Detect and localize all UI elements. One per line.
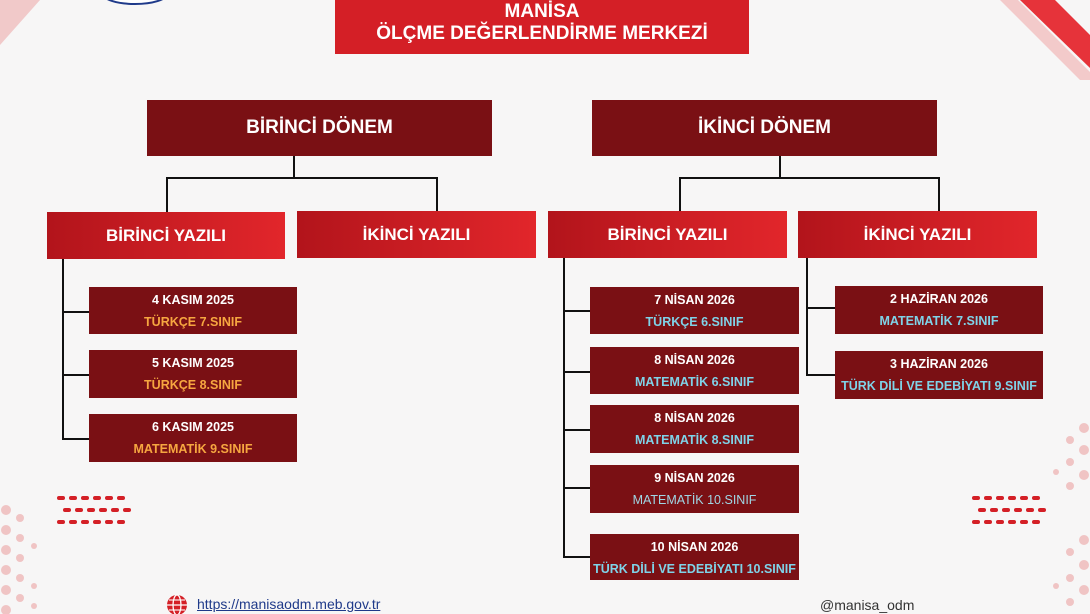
exam-date: 9 NİSAN 2026 xyxy=(654,471,735,485)
dot-pattern-left xyxy=(55,494,135,528)
exam-date: 4 KASIM 2025 xyxy=(152,293,234,307)
globe-icon xyxy=(165,593,189,614)
exam-box-p1-second xyxy=(297,211,536,258)
exam-date: 6 KASIM 2025 xyxy=(152,420,234,434)
exam-card xyxy=(590,347,799,394)
exam-subject: TÜRKÇE 6.SINIF xyxy=(645,315,744,329)
social-handle: @manisa_odm xyxy=(820,597,915,613)
period-box-first xyxy=(147,100,492,156)
exam-date: 8 NİSAN 2026 xyxy=(654,411,735,425)
title-line-1: MANİSA xyxy=(504,1,580,22)
exam-card xyxy=(89,350,297,398)
exam-card xyxy=(89,414,297,462)
period-box-second xyxy=(592,100,937,156)
exam-label: BİRİNCİ YAZILI xyxy=(607,224,728,244)
title-line-2: ÖLÇME DEĞERLENDİRME MERKEZİ xyxy=(376,23,708,44)
exam-subject: TÜRKÇE 8.SINIF xyxy=(144,378,242,392)
exam-subject: TÜRK DİLİ VE EDEBİYATI 9.SINIF xyxy=(841,379,1037,393)
halftone-right xyxy=(1030,420,1090,614)
corner-decoration-left xyxy=(0,0,60,60)
exam-subject: TÜRK DİLİ VE EDEBİYATI 10.SINIF xyxy=(593,562,796,576)
page-title xyxy=(335,0,749,54)
period-label: BİRİNCİ DÖNEM xyxy=(246,117,393,138)
exam-subject: MATEMATİK 8.SINIF xyxy=(635,433,754,447)
exam-card xyxy=(835,351,1043,399)
halftone-left xyxy=(0,500,60,614)
exam-date: 2 HAZİRAN 2026 xyxy=(890,292,988,306)
exam-card xyxy=(590,465,799,513)
exam-date: 10 NİSAN 2026 xyxy=(650,540,739,554)
exam-card xyxy=(590,287,799,334)
period-label: İKİNCİ DÖNEM xyxy=(698,117,831,138)
logo-emblem-icon xyxy=(100,0,170,8)
website-link[interactable]: https://manisaodm.meb.gov.tr xyxy=(197,596,381,612)
exam-date: 8 NİSAN 2026 xyxy=(654,353,735,367)
exam-box-p1-first xyxy=(47,212,285,259)
corner-decoration-right xyxy=(1000,0,1090,80)
exam-date: 7 NİSAN 2026 xyxy=(654,293,735,307)
exam-date: 5 KASIM 2025 xyxy=(152,356,234,370)
exam-subject: TÜRKÇE 7.SINIF xyxy=(144,315,242,329)
exam-box-p2-first xyxy=(548,211,787,258)
exam-card xyxy=(590,534,799,580)
exam-card xyxy=(590,405,799,453)
exam-card xyxy=(89,287,297,334)
exam-label: İKİNCİ YAZILI xyxy=(863,224,972,244)
exam-date: 3 HAZİRAN 2026 xyxy=(890,357,988,371)
exam-subject: MATEMATİK 6.SINIF xyxy=(635,375,754,389)
exam-subject: MATEMATİK 9.SINIF xyxy=(133,442,253,456)
exam-label: İKİNCİ YAZILI xyxy=(362,224,471,244)
exam-label: BİRİNCİ YAZILI xyxy=(106,225,226,245)
exam-box-p2-second xyxy=(798,211,1037,258)
exam-subject: MATEMATİK 7.SINIF xyxy=(879,314,999,328)
exam-subject: MATEMATİK 10.SINIF xyxy=(632,493,757,507)
exam-card xyxy=(835,286,1043,334)
